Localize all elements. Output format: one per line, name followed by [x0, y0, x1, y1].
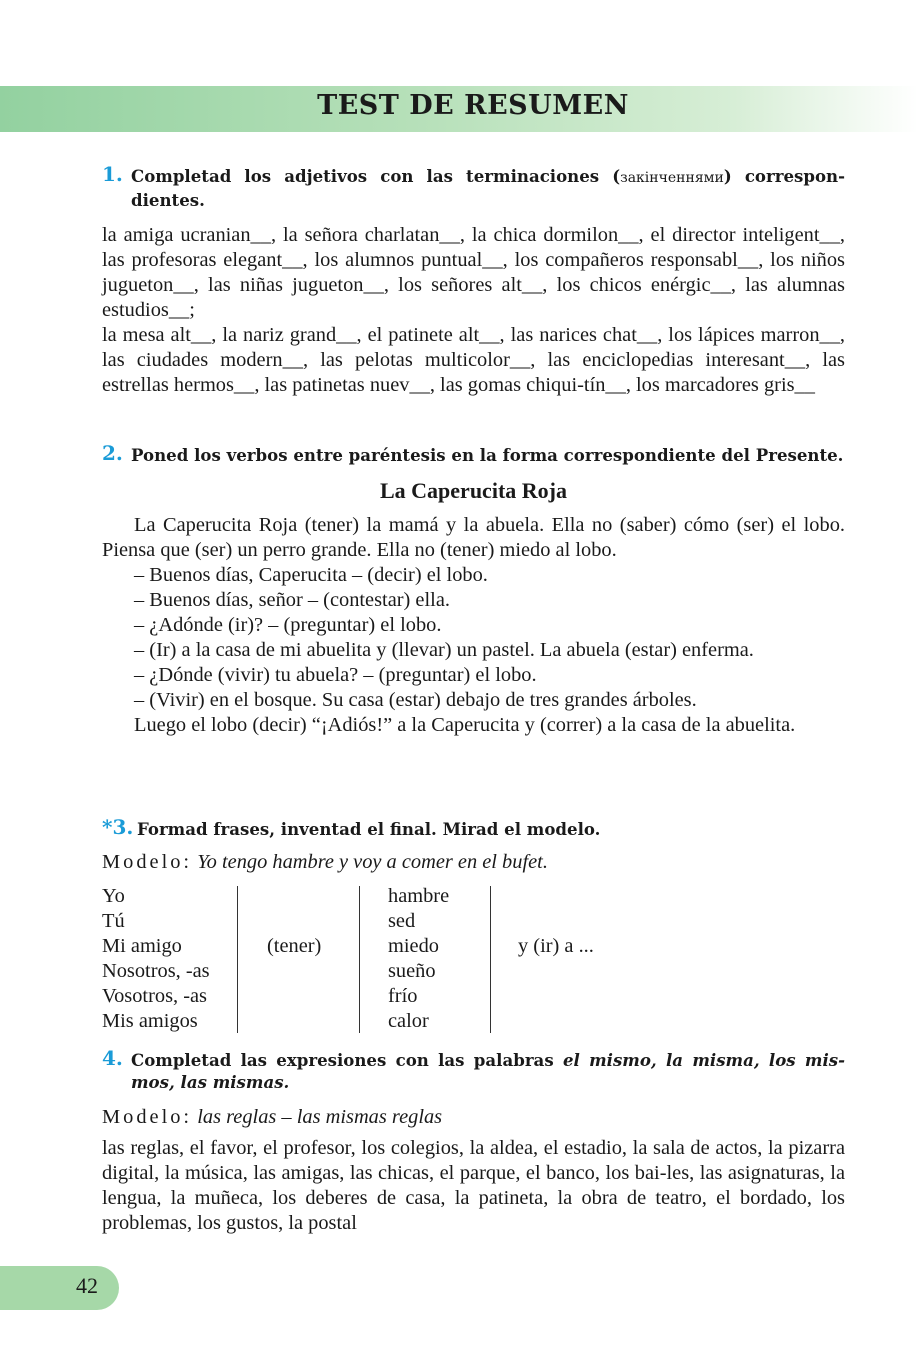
table-divider	[490, 886, 491, 1033]
subject-cell: Vosotros, -as	[102, 985, 207, 1007]
task-4-para: las reglas, el favor, el profesor, los colegios, la aldea, el estadio, la sala de actos, la pizarra digital, la música, las amigas, las chicas, el parque, el banco, los bai-les, las asignaturas, la lengua, la muñeca, los deberes de casa, la patineta, la obra de teatro, el bordado, los problemas, los gustos, la postal	[102, 1137, 845, 1234]
story-line: – ¿Adónde (ir)? – (preguntar) el lobo.	[134, 614, 442, 636]
noun-cell: sed	[388, 910, 416, 932]
subjects-column	[102, 884, 210, 1034]
task-4-instr-b: el mismo, la misma, los mis-mos, las mismas.	[131, 1050, 845, 1092]
task-1-instr-ua: закінченнями	[620, 170, 724, 186]
task-1-para-2: la mesa alt__, la nariz grand__, el patinete alt__, las narices chat__, los lápices marron__, las ciudades modern__, las pelotas multicolor__, las enciclopedias interesant__, las estrellas hermos__, las patinetas nuev__, las gomas chiqui-tín__, los marcadores gris__	[102, 324, 845, 396]
story-line: – (Vivir) en el bosque. Su casa (estar) debajo de tres grandes árboles.	[134, 689, 697, 711]
subject-cell: Tú	[102, 910, 125, 932]
task-2-instr: Poned los verbos entre paréntesis en la forma correspondiente del Presente.	[131, 445, 844, 465]
task-2-instruction	[102, 441, 845, 466]
page-number-tab	[0, 1266, 119, 1310]
story-title: La Caperucita Roja	[380, 478, 567, 503]
task-3-table	[102, 884, 702, 1034]
task-2	[102, 441, 845, 738]
subject-cell: Yo	[102, 885, 125, 907]
modelo-example: las reglas – las mismas reglas	[197, 1106, 443, 1128]
task-4-number: 4.	[102, 1046, 123, 1070]
task-1-number: 1.	[102, 162, 123, 186]
page-title: TEST DE RESUMEN	[317, 90, 629, 121]
page-number: 42	[76, 1273, 98, 1298]
task-2-number: 2.	[102, 441, 123, 465]
task-4-body	[102, 1136, 845, 1236]
task-1-instr-a: Completad los adjetivos con las terminaciones (	[131, 166, 621, 186]
story-line: – Buenos días, señor – (contestar) ella.	[134, 589, 450, 611]
verb-cell: (tener)	[267, 935, 322, 957]
task-4-instr-a: Completad las expresiones con las palabras	[131, 1050, 563, 1070]
task-3-instr: Formad frases, inventad el final. Mirad el modelo.	[137, 819, 601, 839]
subject-cell: Mi amigo	[102, 935, 182, 957]
modelo-example: Yo tengo hambre y voy a comer en el bufet.	[197, 851, 548, 873]
task-4-instruction	[102, 1046, 845, 1093]
noun-cell: frío	[388, 985, 418, 1007]
noun-cell: hambre	[388, 885, 450, 907]
story-line: La Caperucita Roja (tener) la mamá y la abuela. Ella no (saber) cómo (ser) el lobo. Piensa que (ser) un perro grande. Ella no (tener) miedo al lobo.	[102, 514, 845, 561]
task-3-number: *3.	[102, 815, 134, 839]
story-line: Luego el lobo (decir) “¡Adiós!” a la Caperucita y (correr) a la casa de la abuelita.	[134, 714, 796, 736]
story-line: – Buenos días, Caperucita – (decir) el lobo.	[134, 564, 488, 586]
task-3-modelo	[102, 850, 845, 875]
task-3-instruction	[102, 815, 845, 840]
task-1	[102, 162, 845, 398]
noun-cell: miedo	[388, 935, 439, 957]
task-3	[102, 815, 845, 875]
task-1-para-1: la amiga ucranian__, la señora charlatan__, la chica dormilon__, el director inteligent__, las profesoras elegant__, los alumnos puntual__, los compañeros responsabl__, los niños jugueton__, las niñas jugueton__, los señores alt__, los chicos enérgic__, las alumnas estudios__;	[102, 224, 845, 321]
noun-cell: sueño	[388, 960, 436, 982]
story-line: – ¿Dónde (vivir) tu abuela? – (preguntar) el lobo.	[134, 664, 537, 686]
task-4-modelo	[102, 1105, 845, 1130]
story-body	[102, 513, 845, 738]
noun-cell: calor	[388, 1010, 429, 1032]
modelo-label: Modelo:	[102, 1106, 193, 1128]
modelo-label: Modelo:	[102, 851, 193, 873]
task-1-body	[102, 223, 845, 398]
subject-cell: Mis amigos	[102, 1010, 198, 1032]
task-4	[102, 1046, 845, 1236]
story-line: – (Ir) a la casa de mi abuelita y (llevar) un pastel. La abuela (estar) enferma.	[134, 639, 754, 661]
table-divider	[237, 886, 238, 1033]
subject-cell: Nosotros, -as	[102, 960, 210, 982]
table-divider	[359, 886, 360, 1033]
nouns-column	[388, 884, 449, 1034]
task-1-instruction	[102, 162, 845, 211]
task-1-instr-b: ) correspon-dientes.	[131, 166, 845, 210]
ending-cell: y (ir) a ...	[518, 935, 594, 957]
